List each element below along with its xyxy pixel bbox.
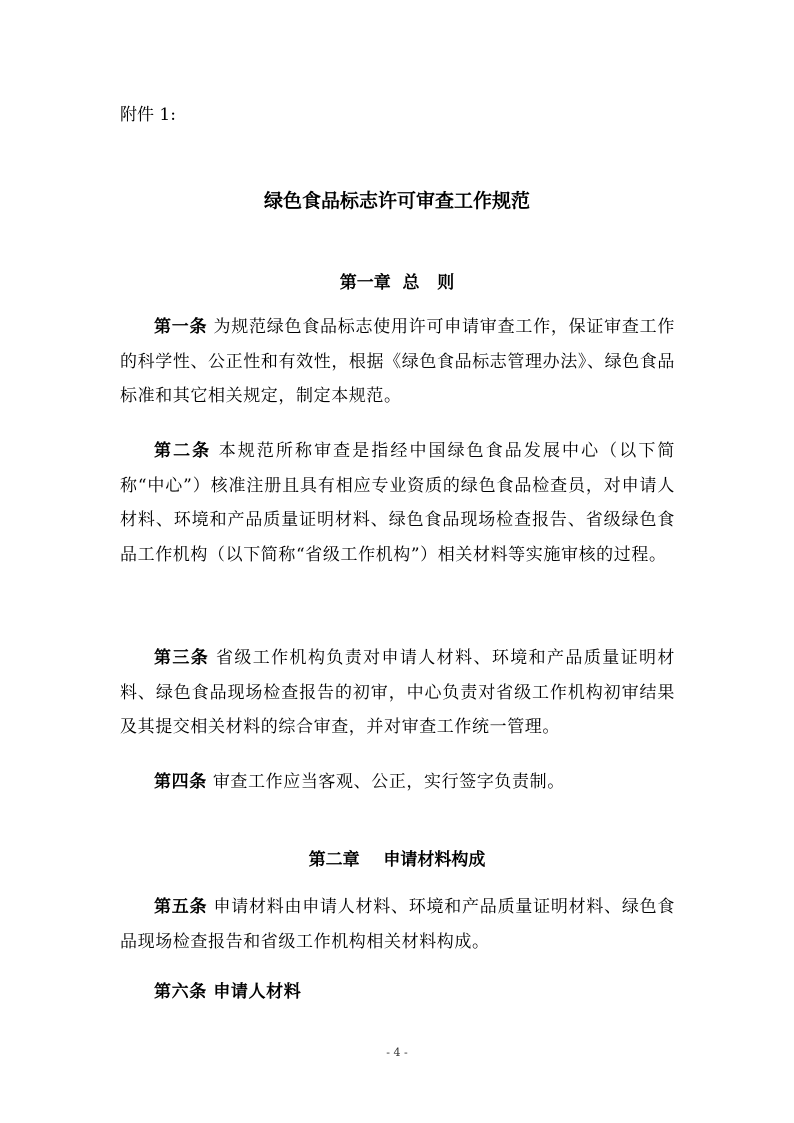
article-2	[120, 434, 675, 572]
article-6	[120, 975, 675, 1010]
chapter-1-heading: 第一章 总 则	[339, 273, 455, 293]
attachment-label: 附件 1:	[120, 105, 176, 125]
article-1-label: 第一条	[154, 317, 208, 337]
page-number: - 4 -	[386, 1046, 408, 1059]
article-6-text: 申请人材料	[206, 982, 302, 1002]
article-5-text: 申请材料由申请人材料、环境和产品质量证明材料、绿色食品现场检查报告和省级工作机构相关材料构成。	[120, 897, 675, 952]
document-title: 绿色食品标志许可审查工作规范	[263, 190, 530, 212]
article-3-label: 第三条	[154, 648, 210, 668]
article-3	[120, 641, 675, 745]
chapter-2-heading: 第二章 申请材料构成	[308, 850, 486, 870]
article-2-text: 本规范所称审查是指经中国绿色食品发展中心（以下简称“中心”）核准注册且具有相应专业资质的绿色食品检查员，对申请人材料、环境和产品质量证明材料、绿色食品现场检查报告、省级绿色食品工作机构（以下简称“省级工作机构”）相关材料等实施审核的过程。	[120, 441, 675, 565]
article-4	[120, 765, 675, 800]
article-2-label: 第二条	[154, 441, 212, 461]
article-6-label: 第六条	[154, 982, 207, 1002]
article-1-text: 为规范绿色食品标志使用许可申请审查工作，保证审查工作的科学性、公正性和有效性，根据《绿色食品标志管理办法》、绿色食品标准和其它相关规定，制定本规范。	[120, 317, 675, 406]
article-3-text: 省级工作机构负责对申请人材料、环境和产品质量证明材料、绿色食品现场检查报告的初审，中心负责对省级工作机构初审结果及其提交相关材料的综合审查，并对审查工作统一管理。	[120, 648, 675, 737]
article-1	[120, 310, 675, 414]
article-5	[120, 890, 675, 959]
article-5-label: 第五条	[154, 897, 208, 917]
article-4-label: 第四条	[154, 772, 207, 792]
article-4-text: 审查工作应当客观、公正，实行签字负责制。	[206, 772, 565, 792]
